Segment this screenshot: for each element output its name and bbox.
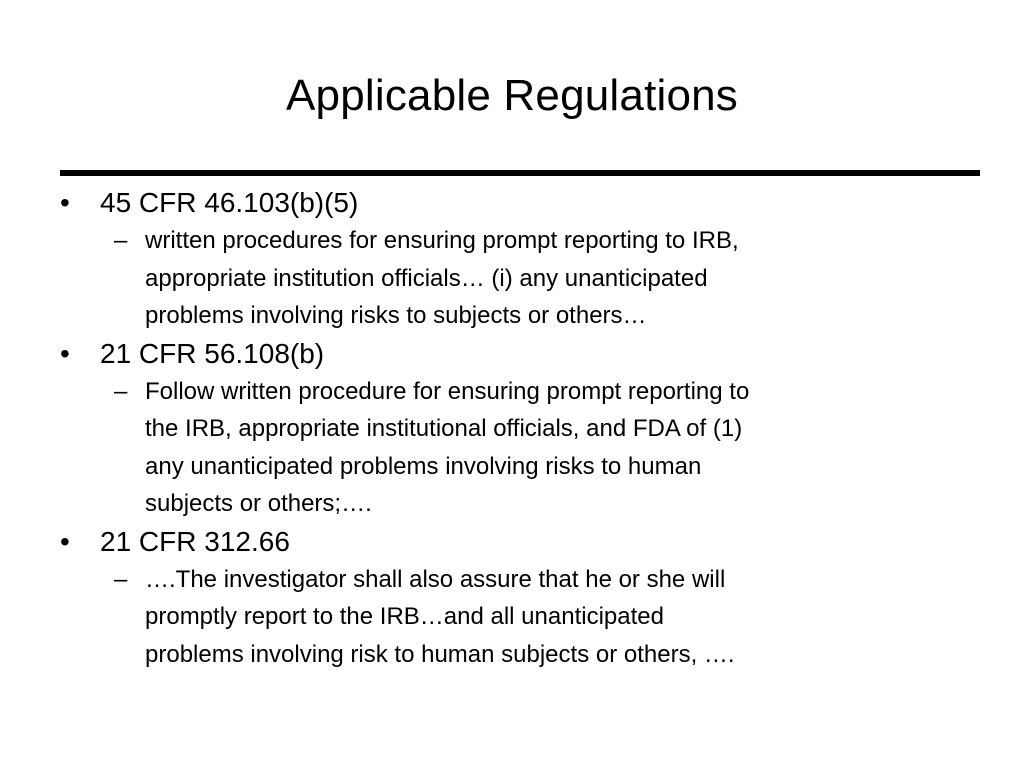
excerpt-line: written procedures for ensuring prompt reporting to IRB,	[145, 227, 739, 254]
excerpt-line: subjects or others;….	[145, 490, 372, 517]
regulation-excerpt	[145, 561, 975, 674]
excerpt-line: Follow written procedure for ensuring prompt reporting to	[145, 377, 750, 405]
bullet-row	[0, 335, 1024, 373]
dash-icon: –	[114, 565, 128, 593]
regulation-excerpt	[145, 222, 975, 335]
slide-body	[0, 184, 1024, 673]
regulation-citation: 21 CFR 312.66	[100, 525, 290, 557]
excerpt-line: appropriate institution officials… (i) any unanticipated	[145, 264, 708, 292]
list-item	[0, 335, 1024, 523]
sub-bullet	[0, 222, 1024, 335]
dash-icon: –	[114, 377, 128, 405]
bullet-icon: •	[60, 187, 70, 218]
excerpt-line: ….The investigator shall also assure that he or she will	[145, 565, 726, 593]
sub-bullet	[0, 561, 1024, 674]
bullet-icon: •	[60, 337, 70, 369]
regulation-citation: 45 CFR 46.103(b)(5)	[100, 187, 359, 218]
list-item	[0, 523, 1024, 674]
regulation-citation: 21 CFR 56.108(b)	[100, 337, 325, 369]
sub-bullet	[0, 373, 1024, 523]
excerpt-line: problems involving risks to subjects or others…	[145, 302, 647, 329]
bullet-row	[0, 184, 1024, 222]
list-item	[0, 184, 1024, 335]
dash-icon: –	[114, 227, 128, 254]
bullet-icon: •	[60, 525, 70, 557]
excerpt-line: promptly report to the IRB…and all unanticipated	[145, 603, 664, 630]
title-divider	[60, 170, 980, 176]
slide-title: Applicable Regulations	[285, 71, 739, 120]
excerpt-line: any unanticipated problems involving risks to human	[145, 452, 702, 480]
regulation-excerpt	[145, 373, 975, 523]
bullet-row	[0, 523, 1024, 561]
excerpt-line: problems involving risk to human subjects or others, ….	[145, 640, 735, 668]
excerpt-line: the IRB, appropriate institutional officials, and FDA of (1)	[145, 415, 743, 442]
